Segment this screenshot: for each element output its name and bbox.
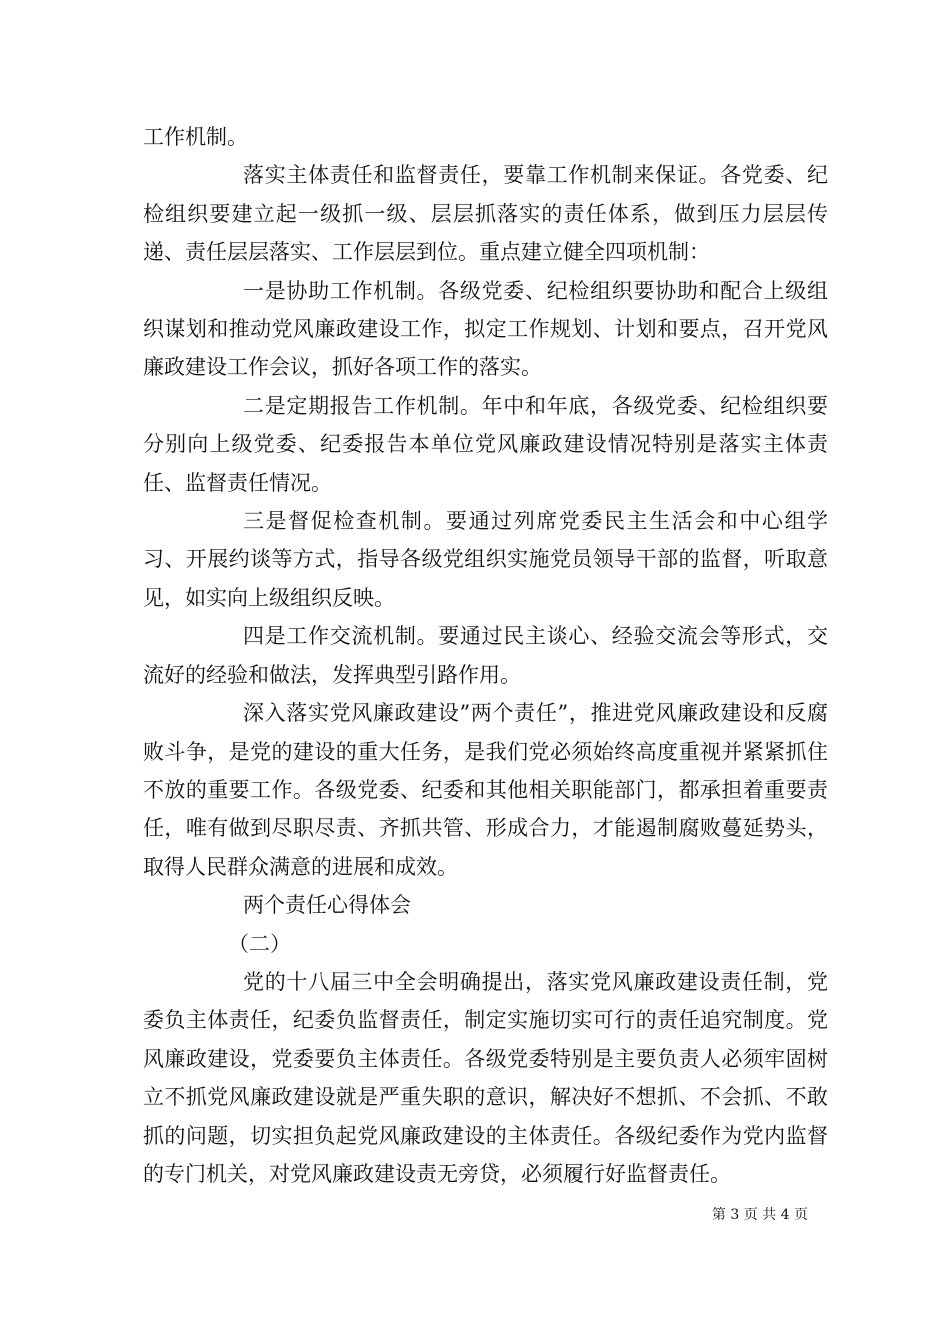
paragraph-mechanism-4: 四是工作交流机制。要通过民主谈心、经验交流会等形式，交流好的经验和做法，发挥典型引路作用。: [143, 624, 828, 687]
page-footer: 第 3 页 共 4 页: [711, 1207, 808, 1223]
paragraph-conclusion: 深入落实党风廉政建设”两个责任”，推进党风廉政建设和反腐败斗争，是党的建设的重大任务，是我们党必须始终高度重视并紧紧抓住不放的重要工作。各级党委、纪委和其他相关职能部门，都承担着重要责任，唯有做到尽职尽责、齐抓共管、形成合力，才能遏制腐败蔓延势头，取得人民群众满意的进展和成效。: [143, 701, 828, 879]
document-body: [143, 118, 828, 1193]
paragraph-continuation: 工作机制。: [143, 125, 248, 149]
paragraph-mechanism-intro: 落实主体责任和监督责任，要靠工作机制来保证。各党委、纪检组织要建立起一级抓一级、层层抓落实的责任体系，做到压力层层传递、责任层层落实、工作层层到位。重点建立健全四项机制：: [143, 163, 828, 265]
section-number: （二）: [228, 931, 291, 956]
paragraph-mechanism-3: 三是督促检查机制。要通过列席党委民主生活会和中心组学习、开展约谈等方式，指导各级党组织实施党员领导干部的监督，听取意见，如实向上级组织反映。: [143, 509, 828, 610]
paragraph-section-two: 党的十八届三中全会明确提出，落实党风廉政建设责任制，党委负主体责任，纪委负监督责任，制定实施切实可行的责任追究制度。党风廉政建设，党委要负主体责任。各级党委特别是主要负责人必须牢固树立不抓党风廉政建设就是严重失职的意识，解决好不想抓、不会抓、不敢抓的问题，切实担负起党风廉政建设的主体责任。各级纪委作为党内监督的专门机关，对党风廉政建设责无旁贷，必须履行好监督责任。: [143, 969, 828, 1186]
section-title: 两个责任心得体会: [243, 893, 411, 918]
paragraph-mechanism-2: 二是定期报告工作机制。年中和年底，各级党委、纪检组织要分别向上级党委、纪委报告本单位党风廉政建设情况特别是落实主体责任、监督责任情况。: [143, 393, 828, 495]
paragraph-mechanism-1: 一是协助工作机制。各级党委、纪检组织要协助和配合上级组织谋划和推动党风廉政建设工作，拟定工作规划、计划和要点，召开党风廉政建设工作会议，抓好各项工作的落实。: [143, 278, 828, 380]
